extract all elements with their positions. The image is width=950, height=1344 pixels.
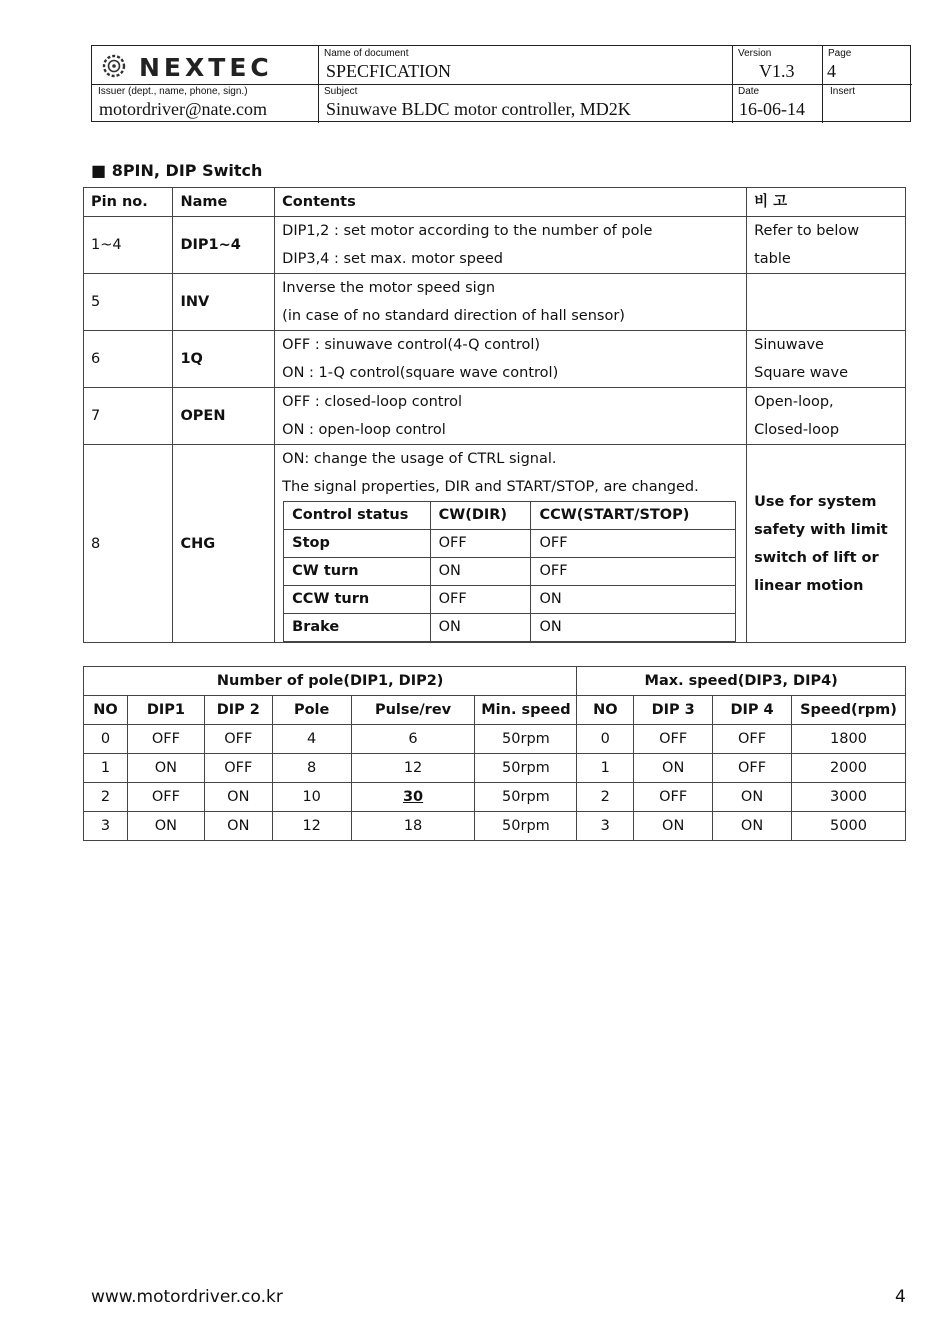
col-header: DIP1 bbox=[127, 696, 204, 725]
table-row bbox=[84, 217, 906, 274]
group-pole-header: Number of pole(DIP1, DIP2) bbox=[84, 667, 577, 696]
cell: 3 bbox=[84, 812, 128, 841]
table-row bbox=[84, 812, 906, 841]
table-row-chg bbox=[84, 445, 906, 643]
header-contents: Contents bbox=[275, 188, 747, 217]
footer-url: www.motordriver.co.kr bbox=[91, 1287, 283, 1307]
name-cell: INV bbox=[173, 274, 275, 331]
cell: 10 bbox=[272, 783, 351, 812]
pin-cell: 8 bbox=[84, 445, 173, 643]
doc-name-value: SPECFICATION bbox=[326, 61, 452, 81]
dip-column-header bbox=[84, 696, 906, 725]
cell: ON bbox=[713, 812, 792, 841]
section-title: ■ 8PIN, DIP Switch bbox=[91, 161, 263, 180]
contents-cell: OFF : sinuwave control(4-Q control) ON : 1-Q control(square wave control) bbox=[275, 331, 747, 388]
status-cell: CCW turn bbox=[284, 586, 430, 614]
cell: 0 bbox=[84, 725, 128, 754]
doc-name-label: Name of document bbox=[324, 48, 409, 59]
contents-cell: DIP1,2 : set motor according to the number of pole DIP3,4 : set max. motor speed bbox=[275, 217, 747, 274]
ccw-cell: OFF bbox=[531, 558, 736, 586]
cell: OFF bbox=[713, 754, 792, 783]
cell: 12 bbox=[351, 754, 475, 783]
date-value: 16-06-14 bbox=[739, 99, 805, 119]
version-value: V1.3 bbox=[759, 61, 795, 81]
cell: ON bbox=[127, 812, 204, 841]
page-label: Page bbox=[828, 48, 852, 59]
table-row bbox=[84, 388, 906, 445]
subject-value: Sinuwave BLDC motor controller, MD2K bbox=[326, 99, 631, 119]
cell: 12 bbox=[272, 812, 351, 841]
cell: 1 bbox=[84, 754, 128, 783]
cell: OFF bbox=[127, 725, 204, 754]
chg-line-1: ON: change the usage of CTRL signal. bbox=[282, 451, 557, 467]
header-note: 비 고 bbox=[747, 188, 906, 217]
table-row bbox=[84, 725, 906, 754]
cell: 1800 bbox=[791, 725, 905, 754]
col-header: NO bbox=[577, 696, 634, 725]
issuer-label: Issuer (dept., name, phone, sign.) bbox=[98, 86, 248, 97]
cell: 2 bbox=[84, 783, 128, 812]
cw-cell: ON bbox=[430, 558, 531, 586]
document-header bbox=[91, 45, 911, 122]
pin-table-header bbox=[84, 188, 906, 217]
cell: ON bbox=[204, 812, 272, 841]
sub-header-status: Control status bbox=[284, 502, 430, 530]
cell: 50rpm bbox=[475, 783, 577, 812]
chg-line-2: The signal properties, DIR and START/STOP, are changed. bbox=[282, 479, 699, 495]
note-cell bbox=[747, 274, 906, 331]
dip-setting-table bbox=[83, 666, 906, 841]
cell: 18 bbox=[351, 812, 475, 841]
cell: 1 bbox=[577, 754, 634, 783]
pin-cell: 1~4 bbox=[84, 217, 173, 274]
cell: 3 bbox=[577, 812, 634, 841]
table-row bbox=[84, 331, 906, 388]
version-label: Version bbox=[738, 48, 772, 59]
col-header: DIP 4 bbox=[713, 696, 792, 725]
header-name: Name bbox=[173, 188, 275, 217]
cell: 50rpm bbox=[475, 754, 577, 783]
cell: 3000 bbox=[791, 783, 905, 812]
note-cell: Refer to below table bbox=[747, 217, 906, 274]
logo-wordmark: NEXTEC bbox=[139, 53, 273, 82]
col-header: Min. speed bbox=[475, 696, 577, 725]
table-row bbox=[284, 530, 736, 558]
note-cell: Use for system safety with limit switch of lift or linear motion bbox=[747, 445, 906, 643]
cell: OFF bbox=[634, 783, 713, 812]
pin-cell: 5 bbox=[84, 274, 173, 331]
cw-cell: OFF bbox=[430, 530, 531, 558]
table-row bbox=[284, 614, 736, 642]
table-row bbox=[284, 586, 736, 614]
cell: 0 bbox=[577, 725, 634, 754]
cell: OFF bbox=[204, 725, 272, 754]
cell: 6 bbox=[351, 725, 475, 754]
date-label: Date bbox=[738, 86, 760, 97]
insert-label: Insert bbox=[830, 86, 856, 97]
pin-cell: 7 bbox=[84, 388, 173, 445]
contents-cell: OFF : closed-loop control ON : open-loop control bbox=[275, 388, 747, 445]
cell: 50rpm bbox=[475, 812, 577, 841]
name-cell: OPEN bbox=[173, 388, 275, 445]
pin-table bbox=[83, 187, 906, 643]
col-header: NO bbox=[84, 696, 128, 725]
cell: ON bbox=[713, 783, 792, 812]
status-cell: Brake bbox=[284, 614, 430, 642]
name-cell: CHG bbox=[173, 445, 275, 643]
header-pin-no: Pin no. bbox=[84, 188, 173, 217]
name-cell: 1Q bbox=[173, 331, 275, 388]
cell: 2 bbox=[577, 783, 634, 812]
sub-header-ccw: CCW(START/STOP) bbox=[531, 502, 736, 530]
col-header: Speed(rpm) bbox=[791, 696, 905, 725]
cell: 5000 bbox=[791, 812, 905, 841]
cell: OFF bbox=[634, 725, 713, 754]
group-speed-header: Max. speed(DIP3, DIP4) bbox=[577, 667, 906, 696]
col-header: Pulse/rev bbox=[351, 696, 475, 725]
dip-group-header bbox=[84, 667, 906, 696]
pin-cell: 6 bbox=[84, 331, 173, 388]
table-row bbox=[84, 754, 906, 783]
cell-highlighted: 30 bbox=[351, 783, 475, 812]
note-cell: Open-loop, Closed-loop bbox=[747, 388, 906, 445]
footer-page-number: 4 bbox=[895, 1287, 906, 1307]
note-cell: Sinuwave Square wave bbox=[747, 331, 906, 388]
gear-logo-icon bbox=[104, 56, 124, 76]
name-cell: DIP1~4 bbox=[173, 217, 275, 274]
ccw-cell: ON bbox=[531, 586, 736, 614]
cell: 4 bbox=[272, 725, 351, 754]
col-header: Pole bbox=[272, 696, 351, 725]
sub-table-header bbox=[284, 502, 736, 530]
contents-cell bbox=[275, 445, 747, 643]
contents-cell: Inverse the motor speed sign (in case of no standard direction of hall sensor) bbox=[275, 274, 747, 331]
status-cell: CW turn bbox=[284, 558, 430, 586]
ccw-cell: ON bbox=[531, 614, 736, 642]
subject-label: Subject bbox=[324, 86, 358, 97]
status-cell: Stop bbox=[284, 530, 430, 558]
ccw-cell: OFF bbox=[531, 530, 736, 558]
logo bbox=[92, 46, 318, 84]
cell: ON bbox=[634, 754, 713, 783]
cw-cell: ON bbox=[430, 614, 531, 642]
table-row bbox=[284, 558, 736, 586]
table-row bbox=[84, 274, 906, 331]
cell: 8 bbox=[272, 754, 351, 783]
cw-cell: OFF bbox=[430, 586, 531, 614]
issuer-value: motordriver@nate.com bbox=[99, 99, 268, 119]
cell: 2000 bbox=[791, 754, 905, 783]
col-header: DIP 3 bbox=[634, 696, 713, 725]
cell: ON bbox=[127, 754, 204, 783]
cell: ON bbox=[204, 783, 272, 812]
control-status-table bbox=[283, 501, 736, 642]
cell: 50rpm bbox=[475, 725, 577, 754]
table-row bbox=[84, 783, 906, 812]
cell: ON bbox=[634, 812, 713, 841]
cell: OFF bbox=[127, 783, 204, 812]
col-header: DIP 2 bbox=[204, 696, 272, 725]
sub-header-cw: CW(DIR) bbox=[430, 502, 531, 530]
cell: OFF bbox=[713, 725, 792, 754]
cell: OFF bbox=[204, 754, 272, 783]
page-value: 4 bbox=[827, 61, 836, 81]
